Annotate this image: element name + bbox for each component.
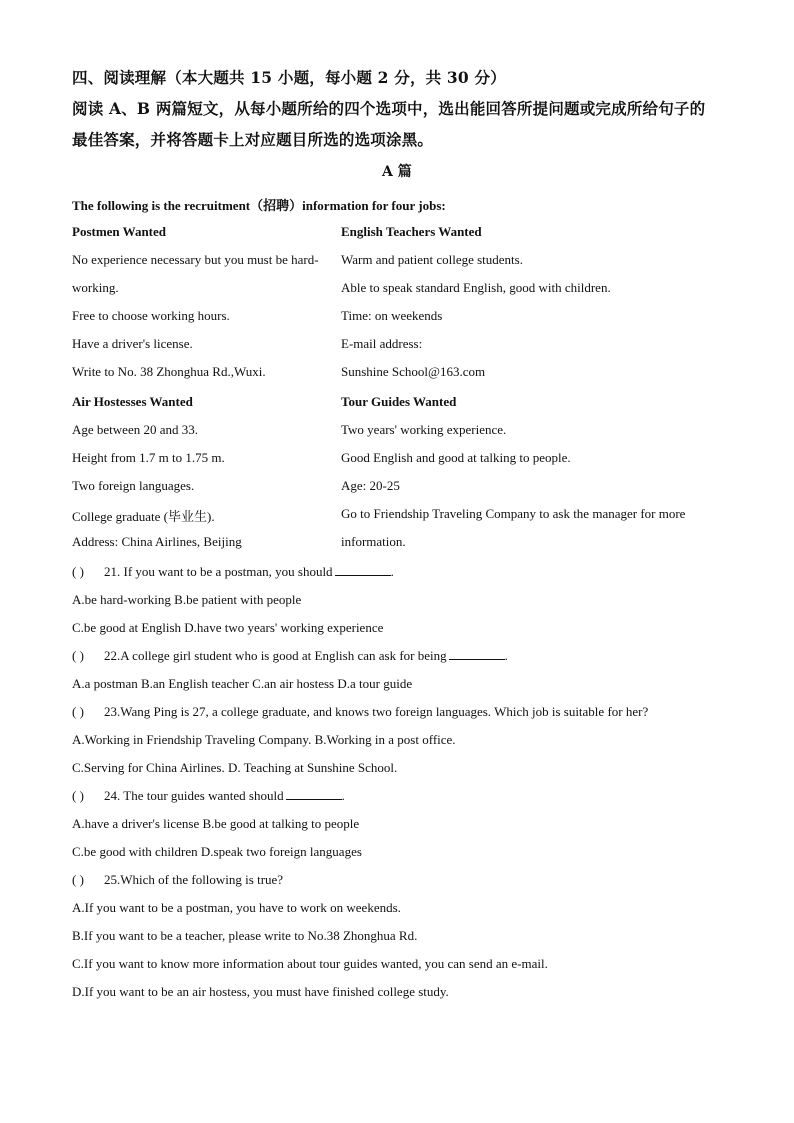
question-23 (72, 704, 648, 720)
ad-guides-line: information. (341, 534, 406, 549)
answer-paren[interactable]: ( ) (72, 648, 84, 663)
answer-blank[interactable] (335, 565, 391, 576)
section-instruction-line1: 阅读 A、B 两篇短文，从每小题所给的四个选项中，选出能回答所提问题或完成所给句子的 (72, 99, 706, 118)
question-21-options-1: A.be hard-working B.be patient with people (72, 592, 302, 607)
question-24 (72, 788, 345, 804)
question-21-options-2: C.be good at English D.have two years' working experience (72, 620, 384, 635)
answer-blank[interactable] (286, 789, 342, 800)
question-23-options-2: C.Serving for China Airlines. D. Teaching at Sunshine School. (72, 760, 398, 775)
question-stem: 25.Which of the following is true? (104, 872, 284, 887)
ad-guides-line: Good English and good at talking to people. (341, 450, 571, 465)
passage-intro: The following is the recruitment（招聘）information for four jobs: (72, 198, 446, 213)
ad-hostesses-line: Two foreign languages. (72, 478, 195, 493)
question-25-option-d: D.If you want to be an air hostess, you must have finished college study. (72, 984, 449, 999)
question-22-options-1: A.a postman B.an English teacher C.an air hostess D.a tour guide (72, 676, 413, 691)
question-24-options-1: A.have a driver's license B.be good at talking to people (72, 816, 360, 831)
question-25-option-a: A.If you want to be a postman, you have to work on weekends. (72, 900, 401, 915)
question-22 (72, 648, 508, 664)
ad-guides-line: Two years' working experience. (341, 422, 507, 437)
ad-postmen-line: Free to choose working hours. (72, 308, 230, 323)
ad-hostesses-title: Air Hostesses Wanted (72, 394, 193, 409)
question-25 (72, 872, 283, 888)
question-stem: 24. The tour guides wanted should (104, 788, 284, 803)
ad-postmen-line: Have a driver's license. (72, 336, 193, 351)
ad-teachers-line: E-mail address: (341, 336, 423, 351)
question-24-options-2: C.be good with children D.speak two foreign languages (72, 844, 362, 859)
ad-postmen-line: Write to No. 38 Zhonghua Rd.,Wuxi. (72, 364, 266, 379)
answer-paren[interactable]: ( ) (72, 788, 84, 803)
ad-guides-title: Tour Guides Wanted (341, 394, 457, 409)
ad-hostesses-line: Address: China Airlines, Beijing (72, 534, 242, 549)
ad-hostesses-line: Height from 1.7 m to 1.75 m. (72, 450, 225, 465)
answer-paren[interactable]: ( ) (72, 564, 84, 579)
question-end: . (504, 648, 508, 663)
question-stem: 23.Wang Ping is 27, a college graduate, and knows two foreign languages. Which job is suitable for her? (104, 704, 649, 719)
answer-paren[interactable]: ( ) (72, 704, 84, 719)
ad-guides-line: Go to Friendship Traveling Company to ask the manager for more (341, 506, 686, 521)
ad-postmen-line: working. (72, 280, 119, 295)
ad-hostesses-line: College graduate (毕业生). (72, 509, 215, 524)
answer-blank[interactable] (449, 649, 505, 660)
ad-teachers-line: Warm and patient college students. (341, 252, 523, 267)
ad-postmen-line: No experience necessary but you must be hard- (72, 252, 319, 267)
ad-guides-line: Age: 20-25 (341, 478, 400, 493)
answer-paren[interactable]: ( ) (72, 872, 84, 887)
ad-teachers-line: Sunshine School@163.com (341, 364, 486, 379)
ad-teachers-title: English Teachers Wanted (341, 224, 482, 239)
ad-teachers-line: Able to speak standard English, good with children. (341, 280, 611, 295)
question-end: . (390, 564, 394, 579)
question-stem: 21. If you want to be a postman, you should (104, 564, 333, 579)
section-instruction-line2: 最佳答案，并将答题卡上对应题目所选的选项涂黑。 (72, 130, 434, 149)
question-25-option-c: C.If you want to know more information about tour guides wanted, you can send an e-mail. (72, 956, 548, 971)
question-23-options-1: A.Working in Friendship Traveling Company. B.Working in a post office. (72, 732, 456, 747)
question-25-option-b: B.If you want to be a teacher, please write to No.38 Zhonghua Rd. (72, 928, 418, 943)
ad-postmen-title: Postmen Wanted (72, 224, 167, 239)
ad-hostesses-line: Age between 20 and 33. (72, 422, 198, 437)
ad-teachers-line: Time: on weekends (341, 308, 443, 323)
question-stem: 22.A college girl student who is good at English can ask for being (104, 648, 447, 663)
passage-title: A 篇 (382, 164, 412, 180)
question-end: . (341, 788, 345, 803)
section-heading: 四、阅读理解（本大题共 15 小题，每小题 2 分，共 30 分） (72, 68, 506, 87)
question-21 (72, 564, 394, 580)
